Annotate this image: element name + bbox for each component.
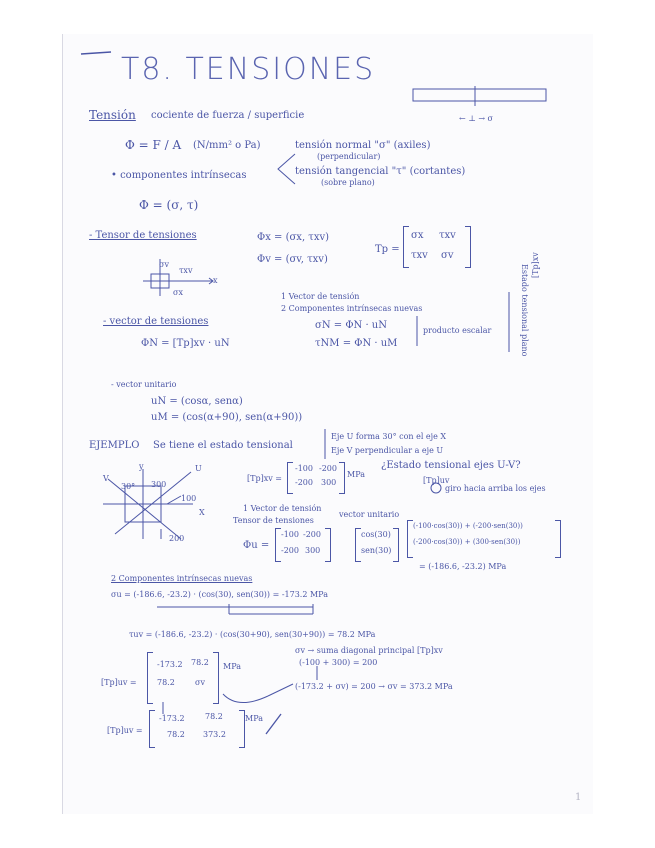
- notebook-page: [62, 34, 593, 814]
- example-question-2: [Tp]uv: [423, 476, 450, 485]
- phi-x: Φx = (σx, τxv): [257, 232, 330, 243]
- ex-a22: 300: [321, 478, 337, 487]
- step-a-b21: -200: [281, 546, 299, 555]
- result1-m21: 78.2: [157, 678, 175, 687]
- tau-uv: τuv = (-186.6, -23.2) · (cos(30+90), sen(30+90)) = 78.2 MPa: [129, 630, 376, 639]
- diag-v: V: [103, 474, 109, 483]
- diagram-sigma-x: σx: [173, 288, 183, 297]
- sigma-v-step1: (-100 + 300) = 200: [299, 658, 378, 667]
- step-a-b12: -200: [303, 530, 321, 539]
- result2-unit: MPa: [245, 714, 263, 723]
- sigma-v-note: σv → suma diagonal principal [Tp]xv: [295, 646, 443, 655]
- step-a-r2: (-200·cos(30)) + (300·sen(30)): [413, 538, 521, 546]
- step1-label: 1 Vector de tensión: [281, 292, 360, 301]
- page-title: T8. TENSIONES: [121, 52, 376, 87]
- result2-m11: -173.2: [159, 714, 185, 723]
- diag-u: U: [195, 464, 202, 473]
- side-sub: [Tp]xv: [531, 252, 540, 278]
- tangential-stress: tensión tangencial "τ" (cortantes): [295, 166, 466, 177]
- unit-vector-n: uN = (cosα, senα): [151, 396, 243, 407]
- phi-u: Φu =: [243, 540, 270, 551]
- sigma-v-step2: (-173.2 + σv) = 200 → σv = 373.2 MPa: [295, 682, 453, 691]
- normal-stress: tensión normal "σ" (axiles): [295, 140, 431, 151]
- diag-y: y: [139, 462, 144, 471]
- unit-vector-heading: - vector unitario: [111, 380, 177, 389]
- step-a-r1: (-100·cos(30)) + (-200·sen(30)): [413, 522, 523, 530]
- step-a-label: 1 Vector de tensión: [243, 504, 322, 513]
- result1-m22: σv: [195, 678, 205, 687]
- bar-arrow-label: ← ⊥ → σ: [459, 114, 494, 123]
- page-number: 1: [575, 792, 582, 803]
- step-a-result: = (-186.6, -23.2) MPa: [419, 562, 507, 571]
- ex-a21: -200: [295, 478, 313, 487]
- step-a-c2: sen(30): [361, 546, 392, 555]
- result1-unit: MPa: [223, 662, 241, 671]
- example-tp-label: [Tp]xv =: [247, 474, 282, 483]
- result1-label: [Tp]uv =: [101, 678, 137, 687]
- side-label: Estado tensional plano: [520, 264, 529, 357]
- diag-300: 300: [151, 480, 167, 489]
- diagram-sigma-v: σv: [159, 260, 169, 269]
- step-a-c1: cos(30): [361, 530, 391, 539]
- tangential-stress-sub: (sobre plano): [321, 178, 375, 187]
- example-heading: EJEMPLO: [89, 440, 140, 451]
- diag-200: 200: [169, 534, 185, 543]
- product-label: producto escalar: [423, 326, 492, 335]
- step-a-b11: -100: [281, 530, 299, 539]
- unit-vector-m: uM = (cos(α+90), sen(α+90)): [151, 412, 303, 423]
- tp-m11: σx: [411, 230, 424, 241]
- vector-heading: - vector de tensiones: [103, 316, 209, 327]
- diag-30: 30°: [121, 482, 136, 491]
- step-a-label2: Tensor de tensiones: [233, 516, 314, 525]
- diagram-axis-x: x: [213, 276, 218, 285]
- ex-a11: -100: [295, 464, 313, 473]
- ex-a12: -200: [319, 464, 337, 473]
- sigma-n: σN = ΦN · uN: [315, 320, 387, 331]
- example-statement: Se tiene el estado tensional: [153, 440, 293, 451]
- stress-vector: Φ = (σ, τ): [139, 198, 199, 212]
- step-a-label3: vector unitario: [339, 510, 400, 519]
- tp-m21: τxv: [411, 250, 428, 261]
- tau-nm: τNM = ΦN · uM: [315, 338, 398, 349]
- components-label: • componentes intrínsecas: [111, 170, 247, 181]
- result2-label: [Tp]uv =: [107, 726, 143, 735]
- vector-formula: ΦN = [Tp]xv · uN: [141, 338, 230, 349]
- example-cond1: Eje U forma 30° con el eje X: [331, 432, 447, 441]
- tension-definition: cociente de fuerza / superficie: [151, 110, 305, 121]
- example-cond2: Eje V perpendicular a eje U: [331, 446, 444, 455]
- tp-label: Tp =: [375, 244, 400, 255]
- result2-m22: 373.2: [203, 730, 226, 739]
- diag-100: 100: [181, 494, 197, 503]
- rotation-note: giro hacia arriba los ejes: [445, 484, 546, 493]
- tension-formula: Φ = F / A: [125, 138, 182, 152]
- tp-m22: σv: [441, 250, 454, 261]
- tensor-heading: - Tensor de tensiones: [89, 230, 197, 241]
- normal-stress-sub: (perpendicular): [317, 152, 381, 161]
- result1-m12: 78.2: [191, 658, 209, 667]
- tension-heading: Tensión: [89, 108, 136, 122]
- phi-v: Φv = (σv, τxv): [257, 254, 328, 265]
- result2-m12: 78.2: [205, 712, 223, 721]
- diag-x: X: [199, 508, 205, 517]
- tp-m12: τxv: [439, 230, 456, 241]
- step2-label: 2 Componentes intrínsecas nuevas: [281, 304, 423, 313]
- step-a-b22: 300: [305, 546, 321, 555]
- example-question: ¿Estado tensional ejes U-V?: [381, 460, 521, 471]
- result1-m11: -173.2: [157, 660, 183, 669]
- tension-units: (N/mm² o Pa): [193, 140, 261, 151]
- diagram-tau: τxv: [179, 266, 193, 275]
- result2-m21: 78.2: [167, 730, 185, 739]
- step-b-label: 2 Componentes intrínsecas nuevas: [111, 574, 253, 583]
- ex-mpa: MPa: [347, 470, 365, 479]
- sigma-u: σu = (-186.6, -23.2) · (cos(30), sen(30)) = -173.2 MPa: [111, 590, 328, 599]
